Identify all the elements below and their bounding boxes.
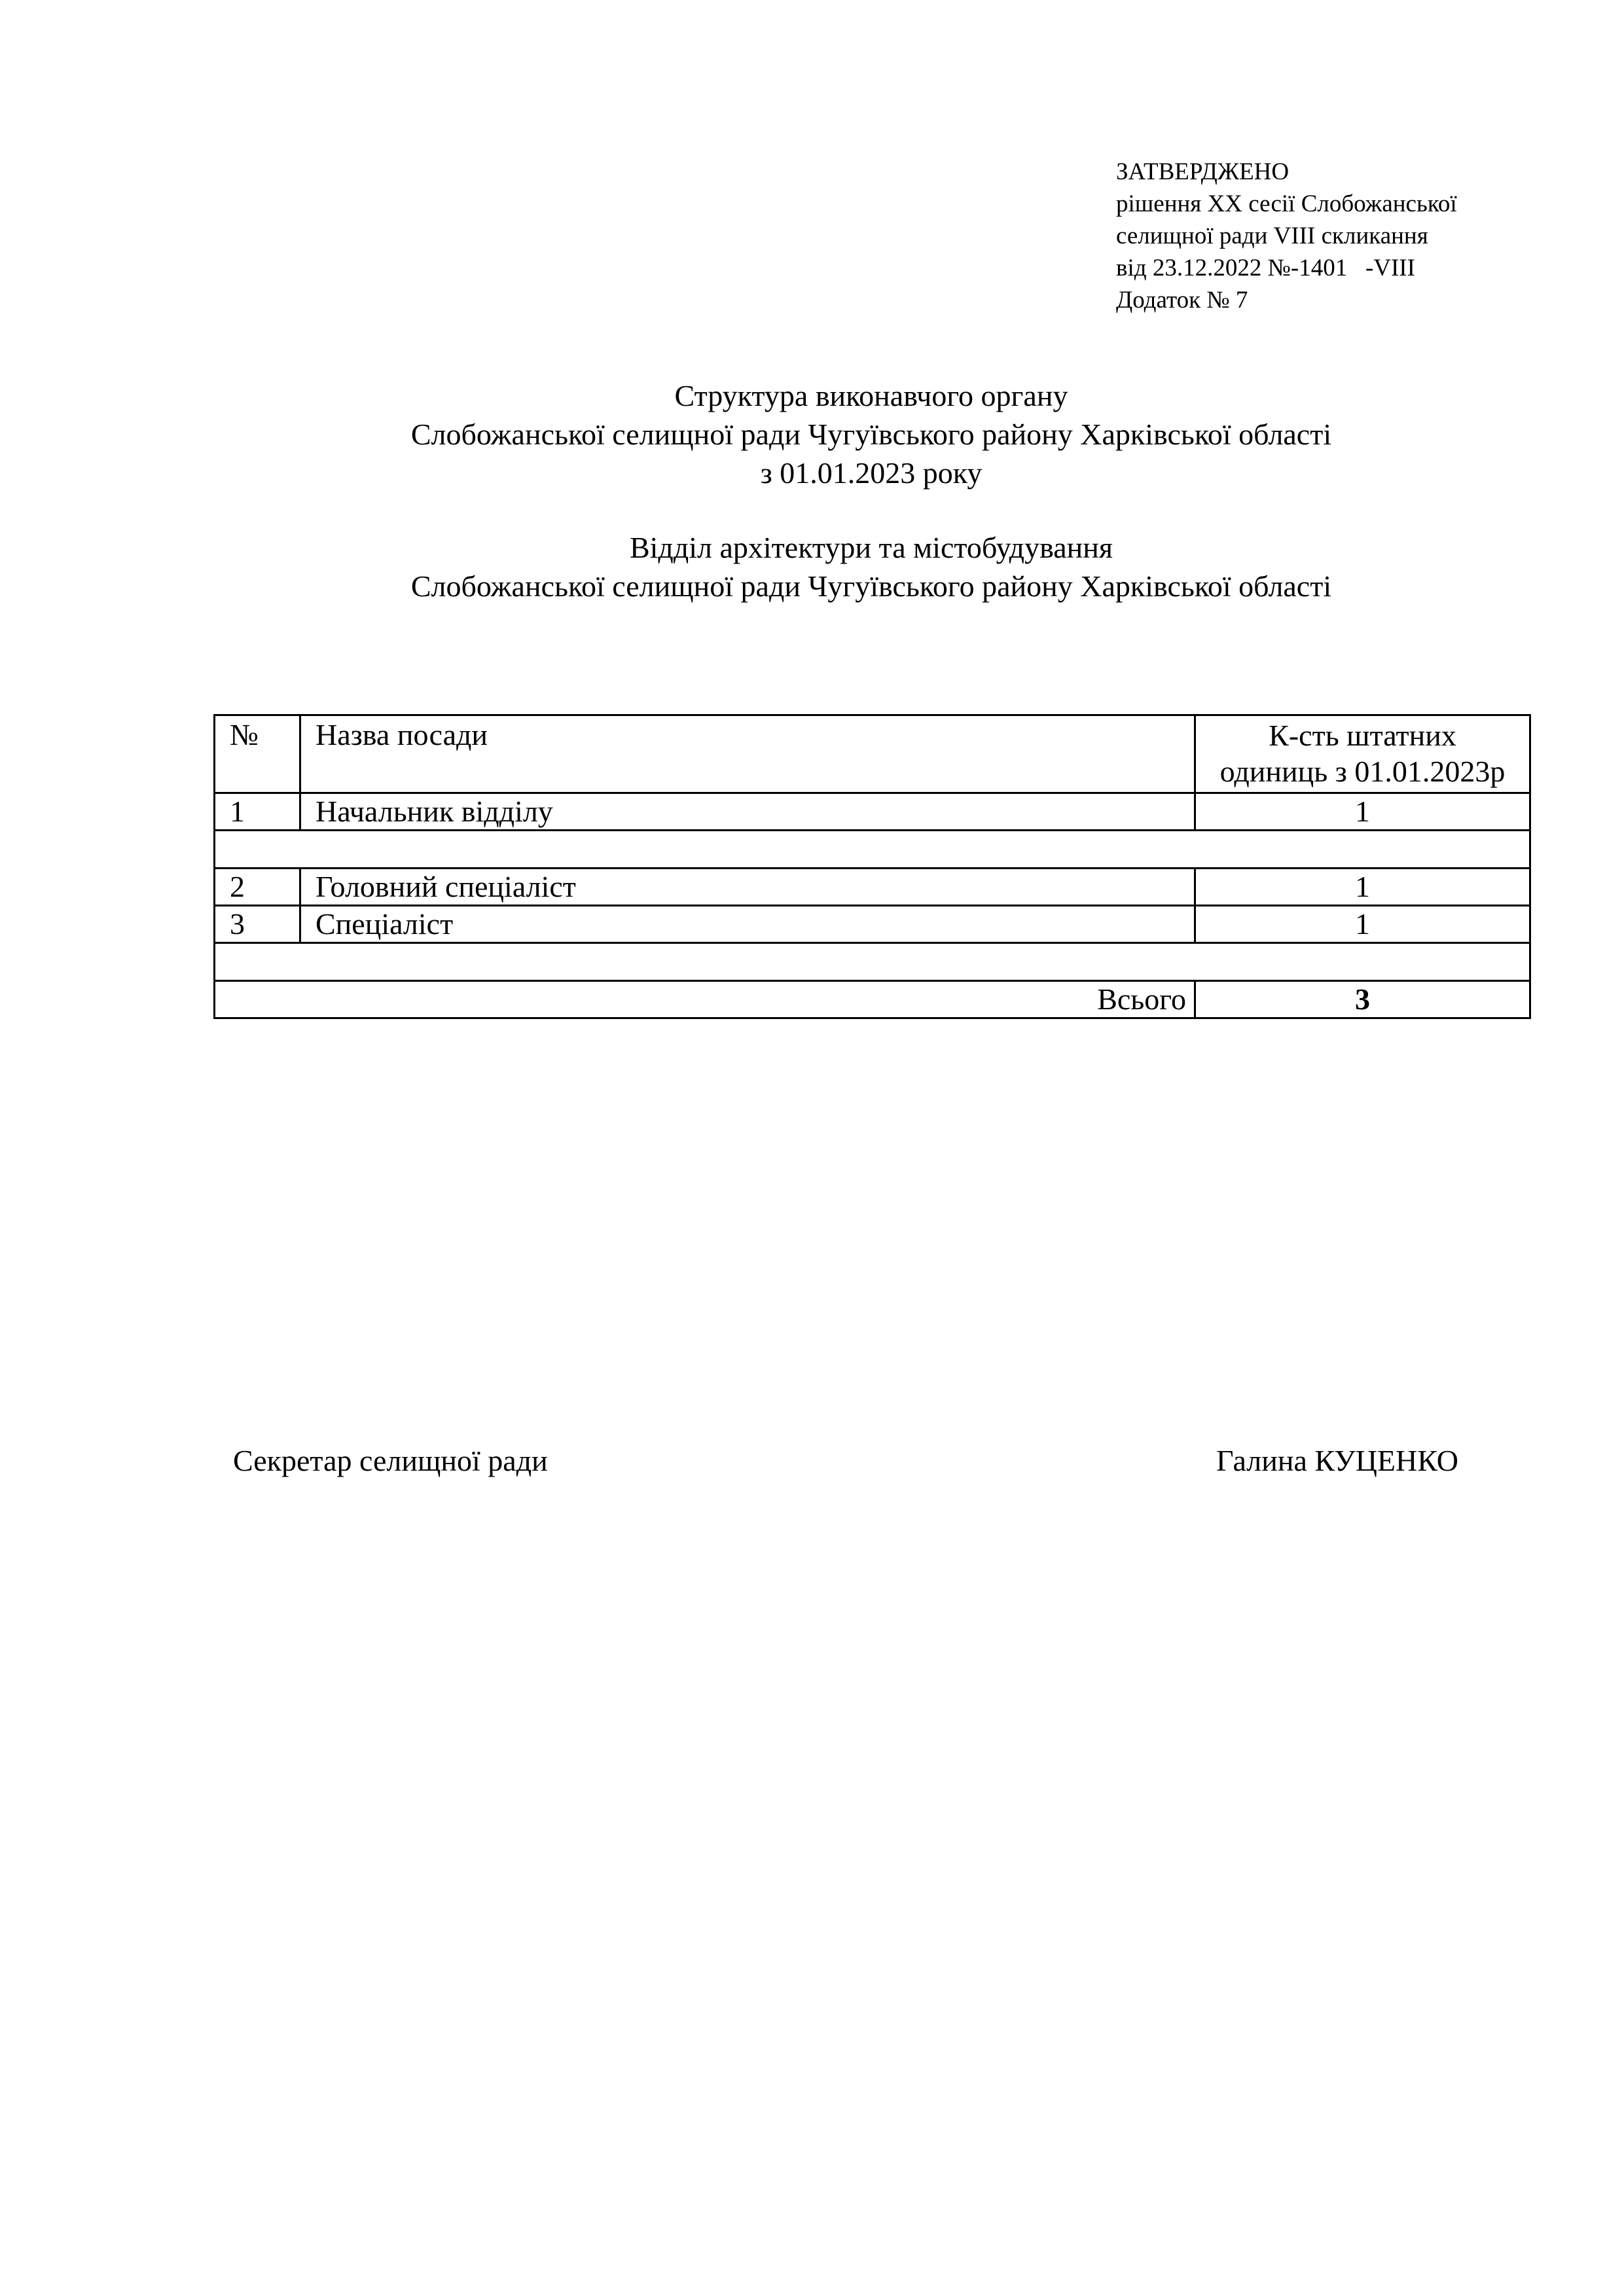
title-line: з 01.01.2023 року <box>760 456 983 490</box>
staff-table <box>213 714 1531 1019</box>
header-name: Назва посади <box>300 715 1195 793</box>
title-line: Слобожанської селищної ради Чугуївського району Харківської області <box>410 418 1332 451</box>
header-qty-line: одиниць з 01.01.2023р <box>1219 755 1506 788</box>
blank-cell <box>215 831 1530 869</box>
row-qty: 1 <box>1195 869 1530 906</box>
subtitle-line: Відділ архітектури та містобудування <box>629 531 1113 564</box>
approval-line: від 23.12.2022 №-1401 -VIII <box>1116 255 1415 281</box>
row-name: Головний спеціаліст <box>300 869 1195 906</box>
approval-line: рішення XX сесії Слобожанської <box>1116 190 1457 217</box>
total-label: Всього <box>215 981 1195 1018</box>
table-blank-row <box>215 943 1530 981</box>
title-line: Структура виконавчого органу <box>674 379 1068 412</box>
table-blank-row <box>215 831 1530 869</box>
table-total-row <box>215 981 1530 1018</box>
table-row <box>215 906 1530 943</box>
approval-line: Додаток № 7 <box>1116 287 1248 314</box>
table-header-row <box>215 715 1530 793</box>
row-num: 1 <box>215 793 300 831</box>
row-qty: 1 <box>1195 906 1530 943</box>
signature-position: Секретар селищної ради <box>233 1444 548 1477</box>
table-row <box>215 793 1530 831</box>
row-qty: 1 <box>1195 793 1530 831</box>
header-num: № <box>215 715 300 793</box>
subtitle-line: Слобожанської селищної ради Чугуївського району Харківської області <box>410 569 1332 603</box>
approval-line: ЗАТВЕРДЖЕНО <box>1116 158 1290 185</box>
signature-name: Галина КУЦЕНКО <box>1216 1444 1458 1477</box>
row-num: 3 <box>215 906 300 943</box>
row-name: Спеціаліст <box>300 906 1195 943</box>
total-value: 3 <box>1195 981 1530 1018</box>
row-num: 2 <box>215 869 300 906</box>
approval-stamp <box>1116 156 1457 316</box>
document-title <box>0 376 1624 605</box>
header-qty-line: К-сть штатних <box>1269 719 1456 752</box>
table-row <box>215 869 1530 906</box>
header-qty <box>1195 715 1530 793</box>
blank-cell <box>215 943 1530 981</box>
approval-line: селищної ради VIII скликання <box>1116 223 1428 249</box>
row-name: Начальник відділу <box>300 793 1195 831</box>
